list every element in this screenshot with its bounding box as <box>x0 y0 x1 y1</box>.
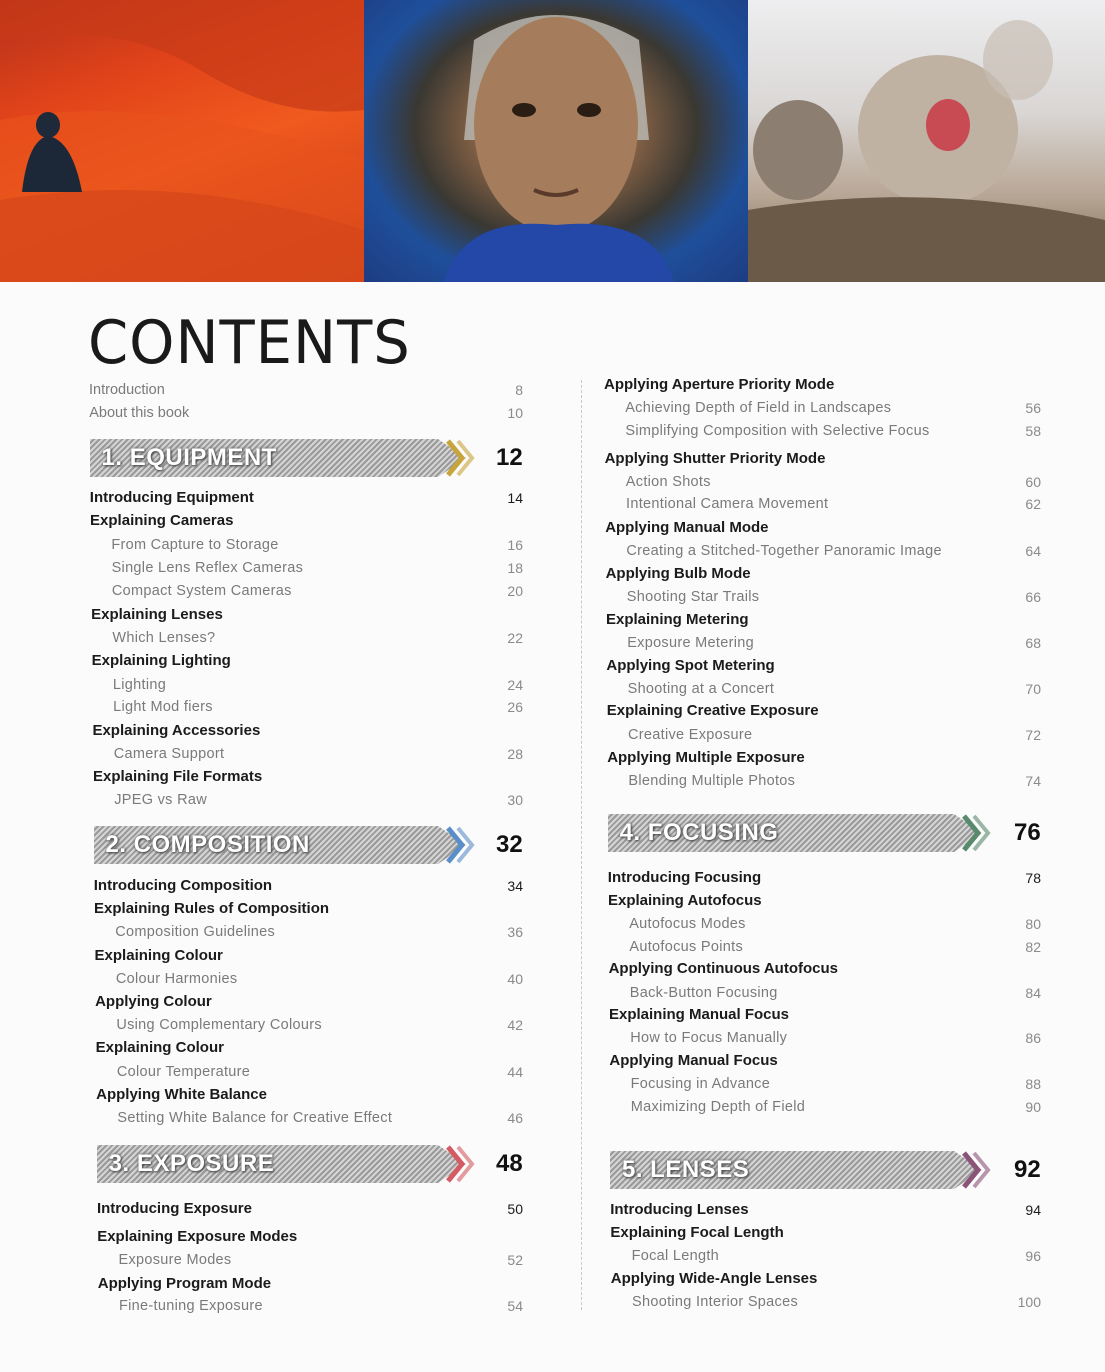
toc-heading-entry <box>90 487 523 509</box>
toc-page-number: 82 <box>1025 939 1041 955</box>
section-chevron-icon <box>446 1145 476 1183</box>
section-banner <box>90 439 523 477</box>
toc-entry-title: Applying Continuous Autofocus <box>608 960 839 977</box>
toc-page-number: 24 <box>507 677 523 693</box>
toc-entry <box>113 674 523 696</box>
toc-heading-entry <box>97 1226 523 1248</box>
section-title: 4. FOCUSING <box>619 819 779 846</box>
toc-heading-entry <box>605 448 1041 470</box>
section-chevron-icon <box>962 1151 992 1189</box>
toc-entry-title: Explaining Focal Length <box>610 1224 784 1241</box>
toc-entry <box>117 1061 523 1083</box>
toc-entry-title: Using Complementary Colours <box>116 1017 322 1033</box>
page-title: CONTENTS <box>88 308 411 378</box>
toc-page-number: 8 <box>515 382 523 398</box>
section-title: 2. COMPOSITION <box>105 831 310 858</box>
toc-page-number: 80 <box>1025 916 1041 932</box>
toc-entry-title: Explaining Colour <box>94 947 223 964</box>
toc-entry-title: JPEG vs Raw <box>114 792 207 808</box>
toc-entry <box>626 540 1041 562</box>
toc-page-number: 34 <box>507 878 523 894</box>
toc-entry <box>89 402 523 424</box>
toc-page-number: 88 <box>1025 1076 1041 1092</box>
toc-entry-title: Applying Manual Focus <box>609 1052 778 1069</box>
toc-entry <box>627 586 1041 608</box>
toc-entry <box>112 580 523 602</box>
toc-entry <box>117 1107 523 1129</box>
column-divider <box>581 380 582 1310</box>
toc-entry <box>631 1096 1041 1118</box>
toc-entry <box>625 397 1041 419</box>
toc-entry-title: Colour Temperature <box>116 1064 251 1080</box>
section-chevron-icon <box>446 439 476 477</box>
section-chevron-icon <box>446 826 476 864</box>
toc-heading-entry <box>606 609 1041 631</box>
toc-page-number: 30 <box>507 792 523 808</box>
section-chevron-icon <box>962 814 992 852</box>
toc-page-number: 50 <box>507 1201 523 1217</box>
toc-entry-title: Explaining Accessories <box>92 722 261 739</box>
toc-entry-title: Introducing Lenses <box>610 1201 749 1218</box>
toc-page-number: 72 <box>1025 727 1041 743</box>
toc-entry-title: Applying Manual Mode <box>605 519 769 536</box>
toc-page-number: 28 <box>507 746 523 762</box>
toc-entry-title: Fine-tuning Exposure <box>119 1298 263 1314</box>
toc-entry-title: How to Focus Manually <box>630 1030 788 1046</box>
toc-entry-title: Intentional Camera Movement <box>626 496 829 512</box>
toc-heading-entry <box>609 1050 1041 1072</box>
toc-entry-title: Introducing Equipment <box>89 489 254 506</box>
toc-entry-title: Camera Support <box>113 746 225 762</box>
toc-entry <box>112 557 523 579</box>
toc-page-number: 60 <box>1025 474 1041 490</box>
toc-entry-title: Applying White Balance <box>96 1086 267 1103</box>
toc-entry-title: Explaining Colour <box>95 1039 224 1056</box>
toc-entry <box>111 534 523 556</box>
toc-entry-title: Creating a Stitched-Together Panoramic Image <box>626 543 942 559</box>
toc-entry-title: Explaining Rules of Composition <box>94 900 330 917</box>
toc-entry-title: Explaining File Formats <box>92 768 263 785</box>
toc-entry <box>119 1295 523 1317</box>
toc-entry-title: Autofocus Points <box>629 939 744 955</box>
toc-page-number: 86 <box>1025 1030 1041 1046</box>
toc-heading-entry <box>94 898 523 920</box>
toc-entry <box>626 493 1041 515</box>
toc-entry <box>627 632 1041 654</box>
toc-page-number: 74 <box>1025 773 1041 789</box>
toc-entry <box>628 770 1041 792</box>
toc-entry <box>628 678 1041 700</box>
toc-entry-title: Simplifying Composition with Selective Focus <box>625 423 930 439</box>
header-photos <box>0 0 1105 282</box>
section-title: 1. EQUIPMENT <box>101 444 277 471</box>
toc-heading-entry <box>608 867 1041 889</box>
toc-entry-title: Explaining Creative Exposure <box>606 702 819 719</box>
toc-heading-entry <box>607 700 1041 722</box>
toc-entry <box>112 627 523 649</box>
toc-entry-title: Compact System Cameras <box>111 583 292 599</box>
toc-heading-entry <box>92 650 523 672</box>
toc-page-number: 14 <box>507 490 523 506</box>
toc-entry <box>630 982 1041 1004</box>
toc-entry-title: Explaining Cameras <box>90 512 234 529</box>
toc-heading-entry <box>611 1268 1041 1290</box>
toc-entry-title: Applying Wide-Angle Lenses <box>610 1270 818 1287</box>
toc-page-number: 40 <box>507 971 523 987</box>
toc-entry <box>632 1245 1041 1267</box>
toc-entry-title: Explaining Manual Focus <box>609 1006 790 1023</box>
toc-heading-entry <box>93 766 523 788</box>
toc-entry <box>116 968 523 990</box>
toc-page-number: 94 <box>1025 1202 1041 1218</box>
section-page-number: 32 <box>496 831 523 858</box>
toc-entry <box>89 379 523 401</box>
toc-entry-title: Action Shots <box>625 474 711 490</box>
toc-entry-title: Explaining Lighting <box>91 652 231 669</box>
toc-entry <box>628 724 1041 746</box>
toc-heading-entry <box>95 991 523 1013</box>
toc-page-number: 70 <box>1025 681 1041 697</box>
monkeys-photo <box>748 0 1105 282</box>
toc-page-number: 42 <box>507 1017 523 1033</box>
toc-page-number: 56 <box>1025 400 1041 416</box>
toc-heading-entry <box>97 1198 523 1220</box>
toc-entry-title: Explaining Autofocus <box>608 892 762 909</box>
toc-page-number: 96 <box>1025 1248 1041 1264</box>
toc-heading-entry <box>609 1004 1041 1026</box>
toc-heading-entry <box>98 1273 523 1295</box>
toc-entry-title: Which Lenses? <box>112 630 216 646</box>
toc-page-number: 36 <box>507 924 523 940</box>
toc-page-number: 44 <box>507 1064 523 1080</box>
toc-page-number: 46 <box>507 1110 523 1126</box>
toc-entry-title: Introduction <box>89 382 165 398</box>
toc-entry <box>116 1014 523 1036</box>
toc-entry-title: Introducing Exposure <box>96 1200 252 1217</box>
toc-heading-entry <box>96 1084 523 1106</box>
toc-entry-title: Explaining Metering <box>606 611 749 628</box>
toc-entry-title: Explaining Exposure Modes <box>97 1228 298 1245</box>
toc-page-number: 26 <box>507 699 523 715</box>
toc-entry-title: Colour Harmonies <box>115 971 238 987</box>
section-page-number: 76 <box>1013 819 1041 846</box>
toc-entry <box>629 913 1041 935</box>
toc-heading-entry <box>606 563 1041 585</box>
toc-heading-entry <box>610 1199 1041 1221</box>
toc-heading-entry <box>96 1037 523 1059</box>
toc-heading-entry <box>94 875 523 897</box>
section-title: 3. EXPOSURE <box>108 1150 275 1177</box>
toc-entry-title: Applying Spot Metering <box>606 657 775 674</box>
toc-page-number: 54 <box>507 1298 523 1314</box>
toc-entry <box>114 743 523 765</box>
toc-entry-title: Applying Program Mode <box>97 1275 272 1292</box>
section-page-number: 12 <box>495 444 523 471</box>
toc-entry <box>630 1027 1041 1049</box>
toc-entry-title: Introducing Focusing <box>607 869 762 886</box>
toc-entry <box>118 1249 523 1271</box>
toc-entry <box>632 1291 1041 1313</box>
toc-heading-entry <box>607 747 1041 769</box>
toc-page-number: 100 <box>1017 1294 1041 1310</box>
section-page-number: 48 <box>495 1150 523 1177</box>
toc-page-number: 84 <box>1025 985 1041 1001</box>
toc-entry-title: Applying Colour <box>95 993 212 1010</box>
desert-photo <box>0 0 364 282</box>
toc-heading-entry <box>90 510 523 532</box>
section-title: 5. LENSES <box>622 1156 750 1183</box>
toc-entry <box>115 921 523 943</box>
toc-entry-title: Autofocus Modes <box>629 916 746 932</box>
toc-page-number: 68 <box>1025 635 1041 651</box>
toc-entry-title: Applying Aperture Priority Mode <box>604 376 835 393</box>
section-banner <box>608 814 1041 852</box>
toc-page-number: 62 <box>1025 496 1041 512</box>
toc-entry <box>626 471 1041 493</box>
toc-entry-title: About this book <box>89 405 190 421</box>
toc-entry <box>625 420 1041 442</box>
toc-entry-title: Setting White Balance for Creative Effect <box>117 1110 393 1126</box>
toc-heading-entry <box>610 1222 1041 1244</box>
toc-heading-entry <box>606 655 1041 677</box>
toc-entry-title: Light Mod fiers <box>113 699 213 715</box>
toc-page-number: 66 <box>1025 589 1041 605</box>
toc-heading-entry <box>608 890 1041 912</box>
toc-entry-title: Achieving Depth of Field in Landscapes <box>625 400 892 416</box>
toc-page-number: 78 <box>1025 870 1041 886</box>
toc-page-number: 58 <box>1025 423 1041 439</box>
toc-heading-entry <box>605 517 1041 539</box>
toc-page-number: 22 <box>507 630 523 646</box>
toc-entry <box>631 1073 1041 1095</box>
toc-entry-title: Back-Button Focusing <box>629 985 778 1001</box>
toc-entry-title: Applying Multiple Exposure <box>607 749 805 766</box>
toc-entry-title: Composition Guidelines <box>115 924 276 940</box>
toc-entry-title: Blending Multiple Photos <box>628 773 796 789</box>
toc-entry <box>629 936 1041 958</box>
toc-entry-title: Shooting at a Concert <box>627 681 775 697</box>
toc-heading-entry <box>95 945 523 967</box>
toc-page-number: 10 <box>507 405 523 421</box>
toc-entry <box>113 696 523 718</box>
toc-heading-entry <box>609 958 1041 980</box>
toc-entry-title: Focal Length <box>631 1248 720 1264</box>
toc-entry-title: Introducing Composition <box>93 877 273 894</box>
toc-page-number: 20 <box>507 583 523 599</box>
toc-entry-title: Exposure Metering <box>627 635 754 651</box>
section-banner <box>94 826 524 864</box>
toc-entry <box>114 789 523 811</box>
toc-page-number: 52 <box>507 1252 523 1268</box>
toc-page-number: 90 <box>1025 1099 1041 1115</box>
toc-page-number: 64 <box>1025 543 1041 559</box>
toc-entry-title: Maximizing Depth of Field <box>630 1099 806 1115</box>
portrait-photo <box>364 0 748 282</box>
toc-entry-title: Applying Bulb Mode <box>605 565 751 582</box>
toc-heading-entry <box>604 374 1041 396</box>
toc-entry-title: Applying Shutter Priority Mode <box>604 450 826 467</box>
toc-entry-title: From Capture to Storage <box>111 537 279 553</box>
toc-entry-title: Focusing in Advance <box>630 1076 771 1092</box>
toc-entry-title: Creative Exposure <box>628 727 753 743</box>
toc-heading-entry <box>91 604 523 626</box>
toc-page-number: 18 <box>507 560 523 576</box>
toc-entry-title: Lighting <box>112 677 167 693</box>
section-page-number: 92 <box>1014 1156 1041 1183</box>
toc-heading-entry <box>92 720 523 742</box>
toc-page-number: 16 <box>507 537 523 553</box>
section-banner <box>97 1145 523 1183</box>
toc-entry-title: Explaining Lenses <box>91 606 223 623</box>
toc-entry-title: Shooting Interior Spaces <box>632 1294 798 1310</box>
toc-entry-title: Exposure Modes <box>118 1252 232 1268</box>
section-banner <box>610 1151 1041 1189</box>
toc-entry-title: Shooting Star Trails <box>626 589 760 605</box>
toc-entry-title: Single Lens Reflex Cameras <box>111 560 304 576</box>
